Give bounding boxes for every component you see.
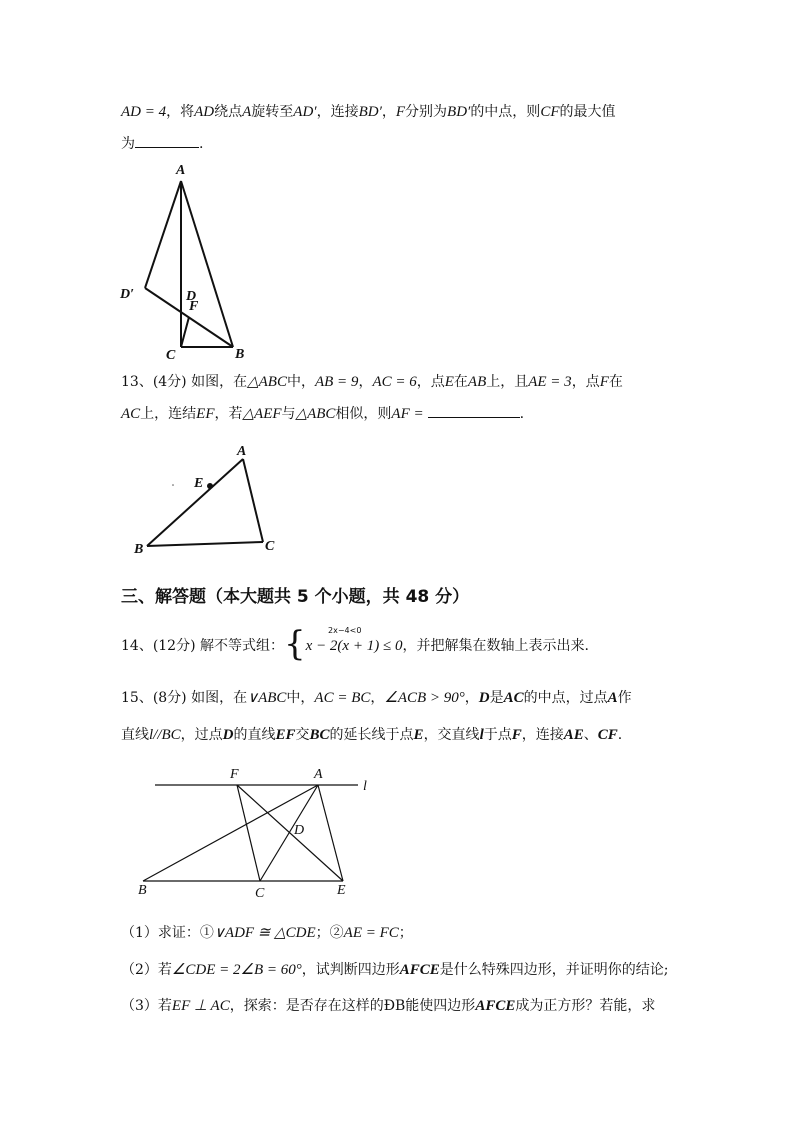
q15-segment-ca [260,785,318,881]
q15-angle-acb: ∠ACB > 90° [384,690,465,706]
q15-segment-fc [237,785,260,881]
q13-text: 在 [453,374,468,390]
q15-text: ， [370,690,385,706]
q15-ac-eq-bc: AC = BC [314,690,371,706]
q15-text: 的直线 [233,727,276,743]
q13-tri-abc-2: △ABC [295,406,336,422]
q15-d: D [222,727,234,743]
q15-text: 作 [617,690,632,706]
q13-text: ，点 [571,374,600,390]
q13-f: F [599,374,609,390]
q15-l-parallel-bc: l//BC [149,727,181,743]
q13-segment-bc [147,542,263,546]
q15-text: ，探索：是否存在这样的ÐB能使四边形 [229,998,476,1014]
q15-part2 [121,960,668,980]
q12-bd-prime-2: BD′ [447,104,471,120]
q15-a: A [607,690,618,706]
q12-text: 绕点 [214,104,243,120]
q13-figure [147,459,263,546]
q15-part2-label: （2）若 [121,962,172,978]
q14-expression: x − 2(x + 1) ≤ 0 [305,638,403,654]
q15-ae-eq-fc: AE = FC [343,925,399,941]
q15-label-b: B [138,883,147,898]
q15-text: ， [464,690,479,706]
q12-text: ，连接 [316,104,359,120]
q15-segment-ae [318,785,343,881]
q12-text: 的最大值 [559,104,616,120]
q14-text-2: ，并把解集在数轴上表示出来. [402,638,589,654]
q13-text: ， [358,374,373,390]
q15-period: . [617,727,623,743]
q15-bc: BC [309,727,330,743]
q15-text: 直线 [121,727,149,743]
q15-quad-afce-2: AFCE [475,998,516,1014]
q15-text: 是什么特殊四边形，并证明你的结论; [439,962,669,978]
q15-label-d: D [294,823,305,838]
q15-text: 是 [489,690,504,706]
q13-text: ，点 [416,374,445,390]
q12-label-d-prime: D′ [120,287,135,302]
q13-segment-ac [243,459,263,542]
q15-text: 的延长线于点 [329,727,414,743]
q15-text: ，连接 [521,727,564,743]
q12-ad: AD [194,104,215,120]
q15-angle-cde: ∠CDE = 2∠B = 60° [171,962,302,978]
q13-label-b: B [134,542,144,557]
q13-text: 在 [608,374,623,390]
q13-line1 [121,372,623,392]
q15-e: E [413,727,424,743]
q13-label-c: C [265,539,275,554]
q15-line2 [121,725,622,745]
q13-label-e: E [194,476,204,491]
q15-congruence: ∨ADF ≅ △CDE [213,925,316,941]
q15-text: 的中点，过点 [523,690,608,706]
q13-text: 上，且 [486,374,529,390]
q13-line2 [121,403,524,424]
q12-label-f: F [189,299,199,314]
q13-ae-eq: AE = 3 [528,374,572,390]
q15-label-f: F [230,767,239,782]
q13-text: 与 [281,406,296,422]
q12-text: ，将 [166,104,195,120]
q13-ab: AB [467,374,487,390]
q15-text: 、 [583,727,598,743]
q13-point-e [207,483,213,489]
q15-text: ； [398,925,413,941]
q13-tri-abc: △ABC [247,374,287,390]
q15-text: 于点 [483,727,512,743]
section-3-heading: 三、解答题（本大题共 5 个小题，共 48 分） [121,587,470,607]
q13-answer-blank[interactable] [428,403,520,418]
q13-text: 中， [286,374,315,390]
q14-brace: { [284,624,306,664]
q13-period: . [519,406,525,422]
q13-text: 上，连结 [140,406,197,422]
q12-text: ， [381,104,396,120]
q15-text: 交 [295,727,310,743]
q13-ef: EF [196,406,215,422]
q12-cf: CF [540,104,560,120]
q15-tri-abc: ∨ABC [247,690,287,706]
q15-text: 成为正方形？若能，求 [515,998,656,1014]
q15-part1-label: （1）求证：① [121,925,214,941]
q15-figure [143,785,358,881]
q12-segment-cf [181,317,189,347]
q15-segment-ba [143,785,318,881]
q15-label-e: E [337,883,346,898]
q12-label-d: D [186,289,197,304]
q15-line1 [121,688,632,708]
q15-ac: AC [503,690,524,706]
q15-text: 中， [286,690,315,706]
q12-bd-prime: BD′ [358,104,382,120]
q13-af-eq: AF = [391,406,424,422]
q14-first-inequality: 2x−4<0 [328,626,362,635]
q13-ab-eq: AB = 9 [314,374,359,390]
q15-cf: CF [597,727,618,743]
q12-segment-ad-prime [145,181,181,288]
q15-part3-label: （3）若 [121,998,172,1014]
q15-part1 [121,923,413,943]
q12-segment-ab [181,181,233,347]
q12-ad-eq: AD = 4 [121,104,167,120]
q12-label-a: A [176,163,186,178]
q13-text: ，若 [214,406,243,422]
q12-point-f: F [395,104,406,120]
q15-ae: AE [563,727,584,743]
q15-text: ，过点 [180,727,223,743]
q13-number: 13、(4分) 如图，在 [121,374,248,390]
q15-quad-afce: AFCE [399,962,440,978]
q15-f: F [511,727,522,743]
q13-text: 相似，则 [335,406,392,422]
q15-l: l [479,727,484,743]
q15-part3 [121,996,655,1016]
q12-label-b: B [235,347,245,362]
q13-label-a: A [237,444,247,459]
q15-segment-fe [237,785,343,881]
q12-period: . [199,136,204,152]
q15-ef-perp-ac: EF ⊥ AC [171,998,230,1014]
q12-ad-prime: AD′ [293,104,317,120]
q12-figure [145,181,233,347]
q15-number: 15、(8分) 如图，在 [121,690,248,706]
q12-label-c: C [166,348,176,363]
q15-text: ，试判断四边形 [301,962,400,978]
q13-ac-eq: AC = 6 [372,374,417,390]
q12-text: 为 [121,136,135,152]
q13-stray-dot [172,484,174,486]
q15-text: ；② [315,925,344,941]
q13-ac: AC [121,406,141,422]
q15-d: D [478,690,490,706]
q13-tri-aef: △AEF [242,406,282,422]
q12-text: 旋转至 [251,104,294,120]
q13-e: E [444,374,454,390]
q13-segment-ba [147,459,243,546]
q12-point-a: A [242,104,252,120]
q15-label-a: A [314,767,323,782]
q15-label-l: l [363,779,367,794]
q12-text: 的中点，则 [470,104,541,120]
q14-text: 14、(12分) 解不等式组： [121,638,285,654]
q15-ef: EF [275,727,296,743]
q15-text: ，交直线 [423,727,480,743]
q12-text: 分别为 [405,104,448,120]
q15-label-c: C [255,886,265,901]
